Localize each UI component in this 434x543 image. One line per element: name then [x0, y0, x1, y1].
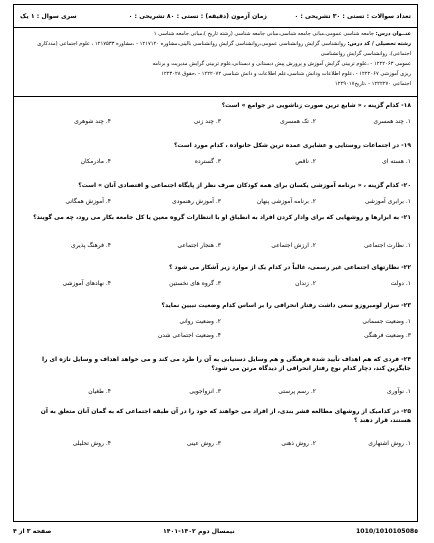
- total-questions: تعداد سوالات : تستی : ۳۰ تشریحی : ۰: [294, 13, 411, 20]
- question-stem: ۲۳- سزار لومبروزو سعی داشت رفتار انحرافی را بر اساس کدام وضعیت تبیین نماید؟: [161, 302, 411, 309]
- option-1[interactable]: ۱. نظارت اجتماعی: [364, 242, 411, 249]
- question-stem: ۱۸- کدام گزینه ، « شایع ترین صورت زناشویی در جوامع » است؟: [221, 102, 411, 109]
- question-20: [20, 181, 411, 211]
- option-4[interactable]: ۴. نهادهای آموزشی: [62, 280, 111, 287]
- page-number: صفحه ۳ از ۴: [13, 528, 52, 535]
- course-title-line: [20, 29, 411, 39]
- option-3[interactable]: ۳. آموزش رهنمودی: [172, 198, 221, 205]
- option-3[interactable]: ۳. چند زنی: [193, 118, 221, 125]
- question-25: [20, 407, 411, 451]
- option-4[interactable]: ۴. طغیان: [88, 388, 111, 395]
- semester-label: نیمسال دوم ۱۴۰۲-۱۴۰۱: [163, 528, 235, 535]
- option-2[interactable]: ۲. زندان: [295, 280, 316, 287]
- option-2[interactable]: ۲. تک همسری: [280, 118, 316, 125]
- option-1[interactable]: ۱. روش اشتهاری: [368, 440, 411, 447]
- question-23: [20, 301, 411, 351]
- field-line-1: روانشناسی گرایش روانشناسی عمومی،روانشناسی گرایش روانشناسی بالینی،مشاوره ۱۲۱۷۱۲۰ - ،مشاوره ۱۲۱۷۵۳۳ ، علوم اجتماعی (مددکاری اجتماعی)، روانشناسی گرایش روانشناسی: [37, 41, 411, 57]
- field-line: [20, 39, 411, 59]
- option-2[interactable]: ۲. ارزش اجتماعی: [271, 242, 316, 249]
- option-4[interactable]: ۴. وضعیت اجتماعی شدن: [157, 332, 221, 339]
- field-line-3: ریزی آموزشی ۱۲۲۲۰۶۷ - ،علوم اطلاعات ودانش شناسی،علم اطلاعات و دانش شناسی ۱۲۲۲۰۷۲ - ،حقوق ۱۲۲۳۰۲۸: [161, 71, 411, 77]
- option-3[interactable]: ۳. گسترده: [194, 158, 221, 165]
- option-2[interactable]: ۲. وضعیت روانی: [179, 318, 221, 325]
- question-18: [20, 101, 411, 131]
- question-stem: ۲۴- فردی که هم اهداف تأیید شده فرهنگی و هم وسایل دستیابی به آن را طرد می کند و می خواهد اهداف و وسایل تازه ای را جایگزین کند، دچار کدام نوع رفتار انحرافی از دیدگاه مرتن می شود؟: [41, 356, 411, 372]
- option-2[interactable]: ۲. ناقص: [295, 158, 316, 165]
- option-2[interactable]: ۲. روش ذهنی: [281, 440, 316, 447]
- course-info: [14, 27, 417, 97]
- option-4[interactable]: ۴. روش تحلیلی: [72, 440, 111, 447]
- option-3[interactable]: ۳. روش عینی: [186, 440, 221, 447]
- exam-duration: زمان آزمون (دقیقه) : تستی : ۸۰ تشریحی : ۰: [128, 13, 267, 20]
- option-4[interactable]: ۴. چند شوهری: [74, 118, 111, 125]
- course-title-label: عنــوان درس:: [375, 31, 411, 37]
- exam-code: 1010/101010508٥: [355, 528, 418, 535]
- exam-frame: [13, 4, 418, 522]
- option-1[interactable]: ۱. وضعیت جسمانی: [362, 318, 411, 325]
- option-1[interactable]: ۱. نوآوری: [387, 388, 411, 395]
- option-1[interactable]: ۱. چند همسری: [373, 118, 411, 125]
- option-1[interactable]: ۱. دولت: [390, 280, 411, 287]
- question-stem: ۲۱- به ابزارها و روشهایی که برای وادار کردن افراد به انطباق او با انتظارات گروه معین یا کل جامعه بکار می رود، چه می گویند؟: [33, 214, 411, 221]
- question-series: سری سوال : ۱ یک: [20, 13, 77, 20]
- field-line-4: اجتماعی ۱۲۲۲۲۷۰ - ،تاریخ۱۲۲۹۰۱۷: [334, 81, 411, 87]
- course-title: جامعه شناسی عمومی،مبانی جامعه شناسی،مبانی جامعه شناسی (رشته تاریخ )،مبانی جامعه شناسی ۱: [153, 31, 374, 37]
- question-stem: ۲۰- کدام گزینه ، « برنامه آموزشی یکسان برای همه کودکان صرف نظر از پایگاه اجتماعی و اقتصادی آنان » است؟: [78, 182, 411, 189]
- option-4[interactable]: ۴. فرهنگ پذیری: [71, 242, 111, 249]
- option-3[interactable]: ۳. وضعیت فرهنگی: [363, 332, 411, 339]
- option-4[interactable]: ۴. مادرمکان: [80, 158, 111, 165]
- question-stem: ۲۵- در کدامیک از روشهای مطالعه قشر بندی، از افراد می خواهند که خود را در آن طبقه اجتماعی که به گمان آنان متعلق به آن هستند، قرار دهند ؟: [40, 408, 411, 424]
- option-3[interactable]: ۳. هنجار اجتماعی: [177, 242, 221, 249]
- question-stem: ۲۲- نظارتهای اجتماعی غیر رسمی، غالباً در کدام یک از موارد زیر آشکار می شود ؟: [168, 264, 411, 271]
- question-24: [20, 355, 411, 399]
- field-label: رشته تحصیلی / کد درس:: [347, 41, 411, 47]
- question-21: [20, 213, 411, 253]
- question-19: [20, 141, 411, 171]
- option-1[interactable]: ۱. برابری آموزشی: [364, 198, 411, 205]
- option-2[interactable]: ۲. رسم پرستی: [278, 388, 316, 395]
- option-3[interactable]: ۳. انزواجویی: [189, 388, 221, 395]
- option-3[interactable]: ۳. گروه های نخستین: [169, 280, 221, 287]
- option-1[interactable]: ۱. هسته ای: [382, 158, 411, 165]
- question-22: [20, 263, 411, 293]
- field-line-2: عمومی ۱۲۲۲۰۶۳ - ،علوم تربیتی گرایش آموزش و پرورش پیش دبستانی و دبستانی،علوم تربیتی گرایش مدیریت و برنامه: [152, 61, 411, 67]
- exam-footer: [13, 524, 418, 539]
- option-4[interactable]: ۴. آموزش همگانی: [65, 198, 111, 205]
- option-2[interactable]: ۲. برنامه آموزشی پنهان: [256, 198, 316, 205]
- question-stem: ۱۹- در اجتماعات روستایی و عشایری عمده ترین شکل خانواده ، کدام مورد است؟: [173, 142, 411, 149]
- exam-header: [14, 5, 417, 28]
